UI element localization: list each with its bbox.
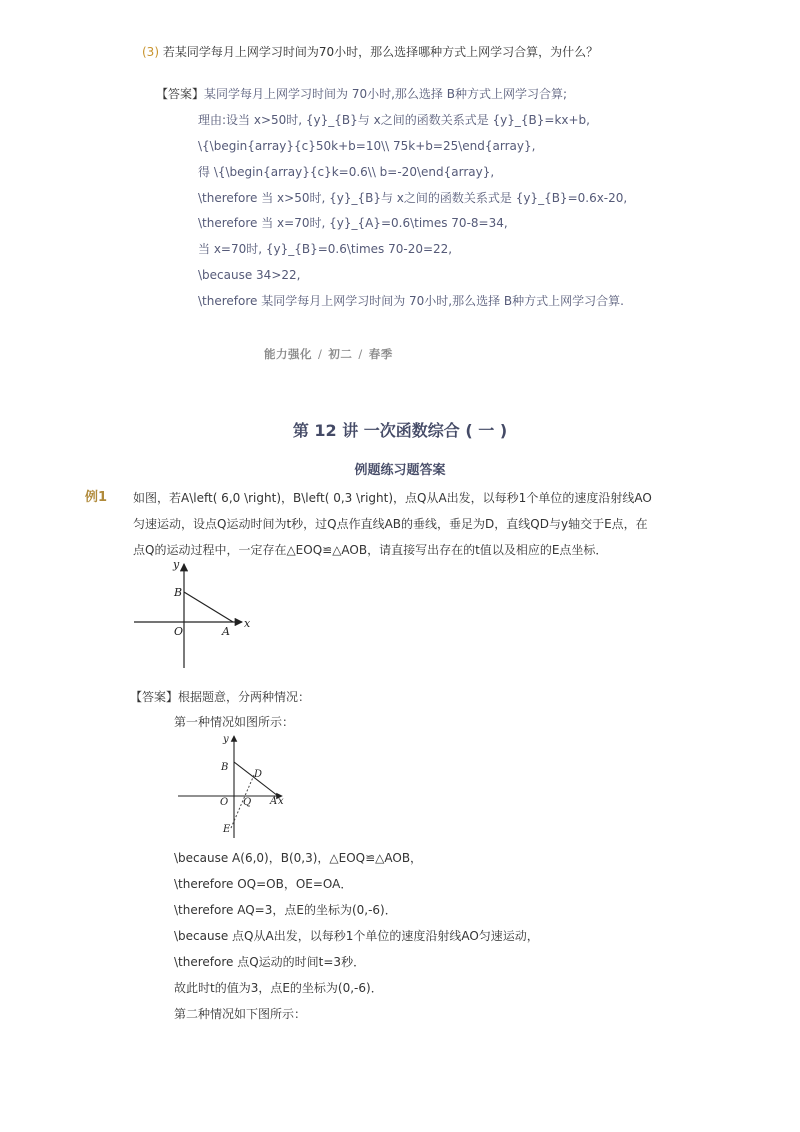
label-b: B (174, 586, 183, 599)
example-line: 点Q的运动过程中，一定存在△EOQ≌△AOB，请直接写出存在的t值以及相应的E点坐标． (133, 543, 608, 557)
solution-line: 故此时t的值为3，点E的坐标为(0,-6)． (174, 981, 383, 995)
answer-line: \therefore 某同学每月上网学习时间为 70小时,那么选择 B种方式上网学习合算. (198, 294, 624, 308)
label-b: B (221, 762, 229, 773)
example-label: 例1 (85, 490, 108, 505)
answer-1-first-line (156, 86, 567, 102)
label-a: A (270, 796, 278, 807)
lecture-title: 第 12 讲 一次函数综合 ( 一 ) (292, 421, 508, 440)
answer-line: 得 \{\begin{array}{c}k=0.6\\ b=-20\end{array}, (198, 165, 495, 179)
answer-line: 当 x=70时, {y}_{B}=0.6\times 70-20=22, (198, 242, 453, 256)
page-footer (264, 346, 393, 362)
footer-part: 春季 (368, 347, 393, 361)
answer-line: \because 34>22, (198, 268, 301, 282)
label-y: y (173, 558, 180, 571)
question-3 (142, 44, 598, 60)
example-line: 如图，若A\left( 6,0 \right)，B\left( 0,3 \right)，点Q从A出发，以每秒1个单位的速度沿射线AO (133, 491, 652, 505)
case-1-title: 第一种情况如图所示： (174, 715, 295, 729)
answer-line: \therefore 当 x>50时, {y}_{B}与 x之间的函数关系式是 {y}_{B}=0.6x-20, (198, 191, 628, 205)
answer-line: \therefore 当 x=70时, {y}_{A}=0.6\times 70-8=34, (198, 216, 508, 230)
answer-tag: 【答案】 (130, 690, 179, 704)
solution-line: \therefore OQ=OB，OE=OA． (174, 877, 353, 891)
segment-ab (184, 592, 233, 622)
answer-line: \{\begin{array}{c}50k+b=10\\ 75k+b=25\end{array}, (198, 139, 536, 153)
label-x: x (244, 617, 251, 630)
section-title: 例题练习题答案 (354, 463, 446, 478)
example-line: 匀速运动，设点Q运动时间为t秒，过Q点作直线AB的垂线，垂足为D，直线QD与y轴交于E点，在 (133, 517, 648, 531)
solution-line: \because 点Q从A出发，以每秒1个单位的速度沿射线AO匀速运动， (174, 929, 539, 943)
footer-part: 初二 (328, 347, 353, 361)
question-text: 若某同学每月上网学习时间为70小时，那么选择哪种方式上网学习合算，为什么？ (162, 45, 599, 59)
label-y: y (223, 734, 229, 745)
label-a: A (222, 625, 230, 638)
answer-text: 某同学每月上网学习时间为 70小时,那么选择 B种方式上网学习合算; (204, 87, 568, 101)
answer-2 (130, 689, 310, 705)
solution-line: 第二种情况如下图所示： (174, 1007, 307, 1021)
answer-text: 根据题意，分两种情况： (178, 690, 311, 704)
answer-tag: 【答案】 (156, 87, 205, 101)
footer-separator: / (358, 347, 363, 361)
footer-part: 能力强化 (264, 347, 312, 361)
label-o: O (220, 797, 229, 808)
label-q: Q (243, 797, 252, 808)
figure-2 (174, 730, 294, 840)
label-e: E (223, 824, 231, 835)
solution-line: \therefore AQ=3，点E的坐标为(0,-6)． (174, 903, 397, 917)
solution-line: \therefore 点Q运动的时间t=3秒． (174, 955, 366, 969)
question-number: (3) (142, 45, 159, 59)
solution-line: \because A(6,0)，B(0,3)，△EOQ≌△AOB， (174, 851, 423, 865)
footer-separator: / (318, 347, 323, 361)
label-x: x (278, 796, 284, 807)
answer-line: 理由:设当 x>50时, {y}_{B}与 x之间的函数关系式是 {y}_{B}=kx+b, (198, 113, 590, 127)
label-d: D (254, 769, 263, 780)
label-o: O (174, 625, 184, 638)
figure-1 (130, 556, 260, 670)
